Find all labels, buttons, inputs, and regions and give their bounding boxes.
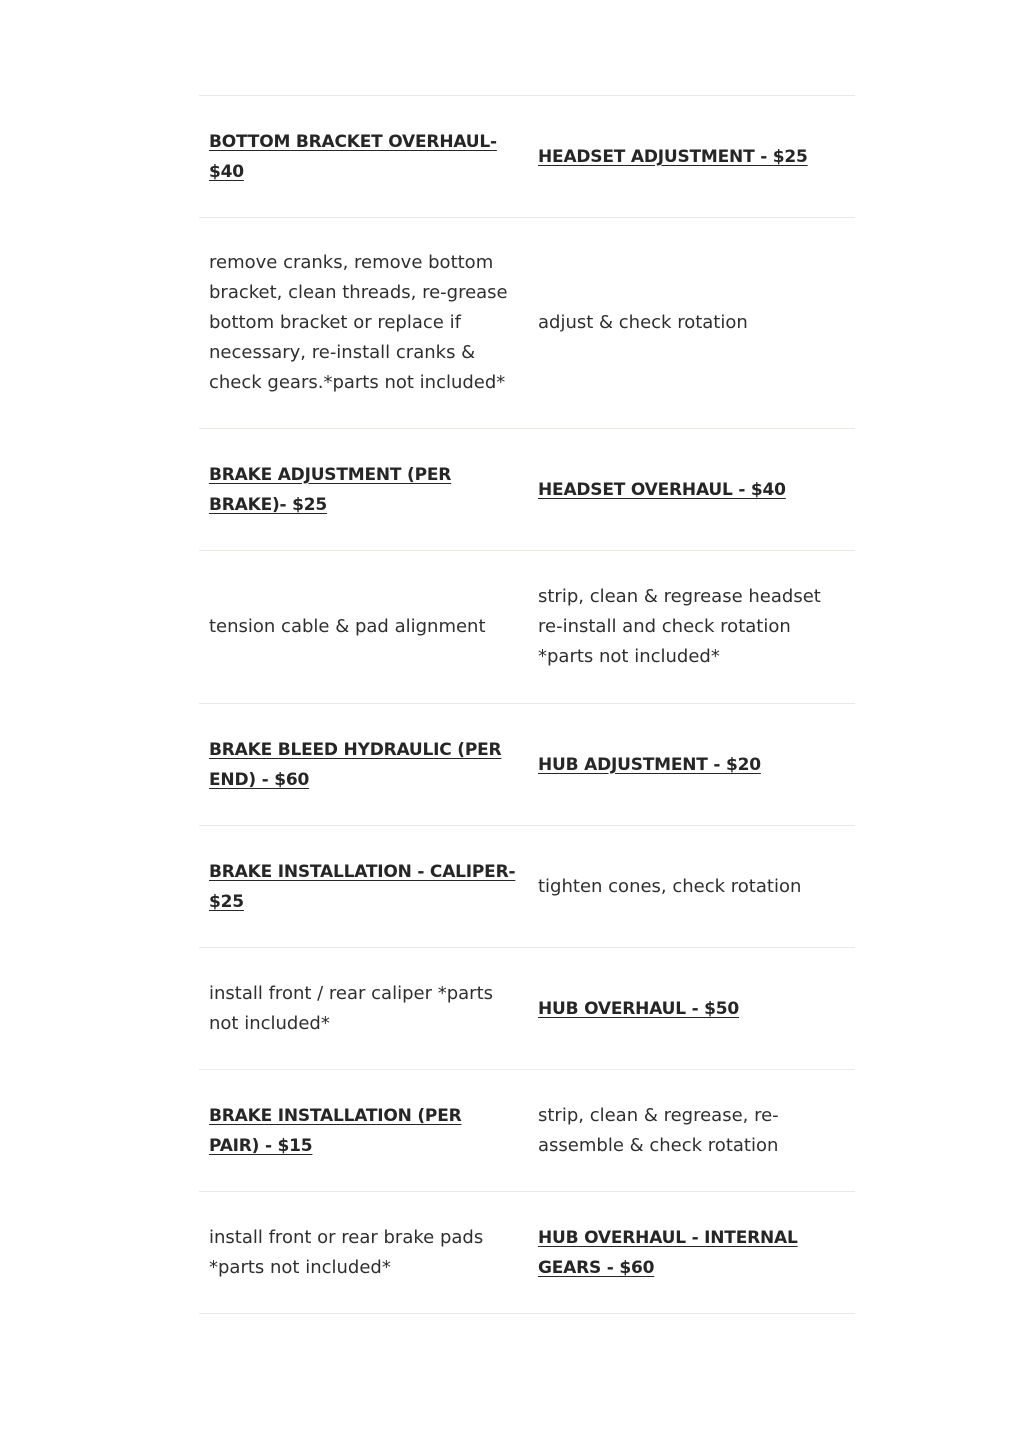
table-row xyxy=(199,96,855,218)
table-cell xyxy=(199,96,527,218)
table-cell xyxy=(527,551,855,704)
table-cell xyxy=(527,704,855,826)
service-description: strip, clean & regrease headset re-install and check rotation *parts not included* xyxy=(538,586,821,667)
table-cell xyxy=(199,429,527,551)
table-cell xyxy=(527,218,855,429)
table-cell xyxy=(527,826,855,948)
table-row xyxy=(199,704,855,826)
table-row xyxy=(199,826,855,948)
service-title: BRAKE ADJUSTMENT (PER BRAKE)- $25 xyxy=(209,464,452,515)
table-cell xyxy=(527,96,855,218)
table-row xyxy=(199,218,855,429)
table-row xyxy=(199,1070,855,1192)
service-description: tighten cones, check rotation xyxy=(538,875,802,897)
table-cell xyxy=(199,704,527,826)
service-title: HUB OVERHAUL - $50 xyxy=(538,998,740,1019)
service-title: BOTTOM BRACKET OVERHAUL- $40 xyxy=(209,131,497,182)
service-description: install front or rear brake pads *parts not included* xyxy=(209,1226,484,1278)
table-cell xyxy=(199,1192,527,1314)
service-description: tension cable & pad alignment xyxy=(209,616,486,637)
table-cell xyxy=(199,826,527,948)
services-price-table xyxy=(199,95,855,1314)
table-cell xyxy=(527,948,855,1070)
table-row xyxy=(199,948,855,1070)
table-cell xyxy=(527,1192,855,1314)
table-row xyxy=(199,551,855,704)
service-description: remove cranks, remove bottom bracket, clean threads, re-grease bottom bracket or replace if necessary, re-install cranks & check gears.*parts not included* xyxy=(209,252,508,393)
service-title: HUB ADJUSTMENT - $20 xyxy=(538,754,761,775)
table-row xyxy=(199,1192,855,1314)
service-description: adjust & check rotation xyxy=(538,312,748,333)
service-title: HEADSET ADJUSTMENT - $25 xyxy=(538,146,808,167)
service-title: BRAKE INSTALLATION - CALIPER- $25 xyxy=(209,861,516,912)
service-description: strip, clean & regrease, re-assemble & check rotation xyxy=(538,1104,779,1156)
table-row xyxy=(199,429,855,551)
service-title: HUB OVERHAUL - INTERNAL GEARS - $60 xyxy=(538,1227,798,1278)
table-cell xyxy=(199,948,527,1070)
service-title: HEADSET OVERHAUL - $40 xyxy=(538,479,786,500)
service-title: BRAKE BLEED HYDRAULIC (PER END) - $60 xyxy=(209,739,502,790)
table-cell xyxy=(527,429,855,551)
table-cell xyxy=(199,1070,527,1192)
table-cell xyxy=(199,218,527,429)
table-cell xyxy=(199,551,527,704)
table-cell xyxy=(527,1070,855,1192)
service-title: BRAKE INSTALLATION (PER PAIR) - $15 xyxy=(209,1105,462,1156)
service-description: install front / rear caliper *parts not included* xyxy=(209,982,494,1034)
